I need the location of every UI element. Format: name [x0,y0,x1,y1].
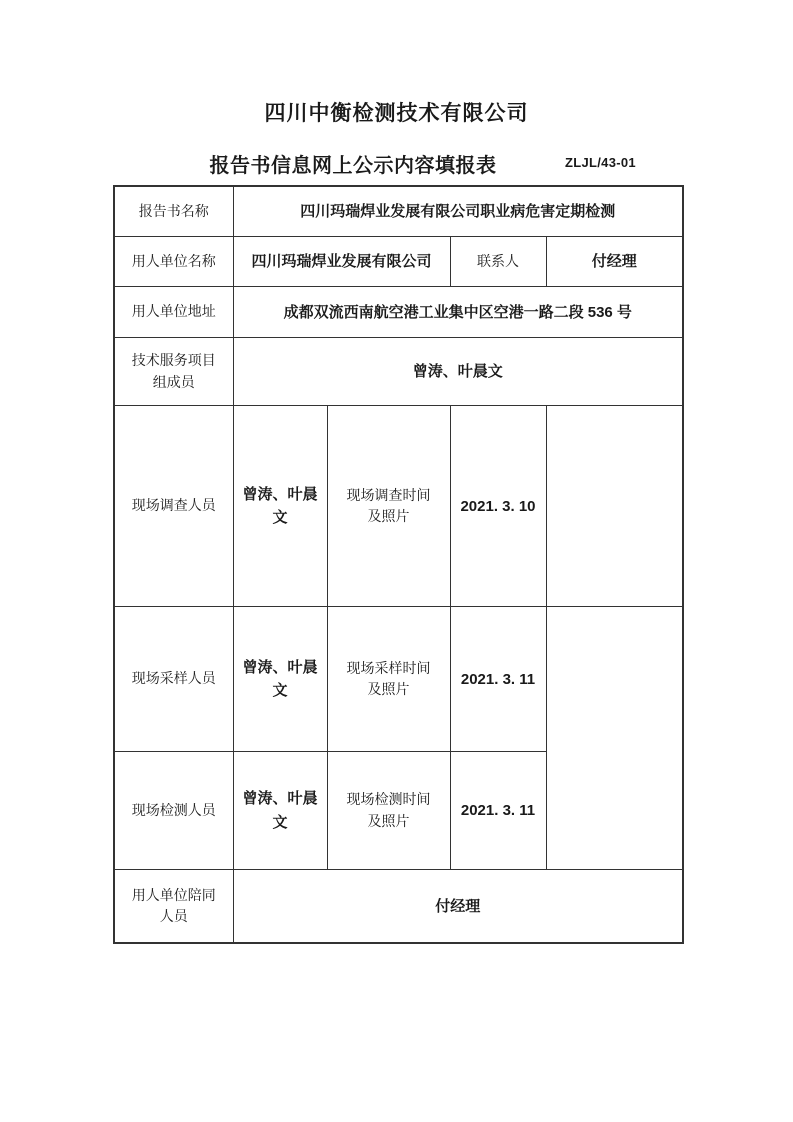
contact-value: 付经理 [546,237,683,287]
form-table [113,185,684,944]
employer-name-value: 四川玛瑞焊业发展有限公司 [233,237,450,287]
row-project-team [114,338,683,406]
site-survey-photo-cell [546,406,683,607]
site-detection-date: 2021. 3. 11 [450,752,546,870]
site-detection-label: 现场检测人员 [114,752,233,870]
site-survey-date: 2021. 3. 10 [450,406,546,607]
site-sampling-label: 现场采样人员 [114,607,233,752]
site-detection-time-label: 现场检测时间及照片 [327,752,450,870]
row-site-sampling [114,607,683,752]
row-employer-name [114,237,683,287]
site-survey-persons: 曾涛、叶晨文 [233,406,327,607]
site-sampling-detection-photo-cell [546,607,683,870]
form-title: 报告书信息网上公示内容填报表 [209,155,497,178]
row-accompanying [114,870,683,944]
employer-address-label: 用人单位地址 [114,287,233,338]
site-sampling-date: 2021. 3. 11 [450,607,546,752]
site-sampling-time-label: 现场采样时间及照片 [327,607,450,752]
employer-name-label: 用人单位名称 [114,237,233,287]
site-detection-persons: 曾涛、叶晨文 [233,752,327,870]
site-survey-time-label: 现场调查时间及照片 [327,406,450,607]
subtitle-row [0,149,793,176]
project-team-value: 曾涛、叶晨文 [233,338,683,406]
accompanying-value: 付经理 [233,870,683,944]
row-report-name [114,186,683,237]
row-site-survey [114,406,683,607]
row-employer-address [114,287,683,338]
company-title: 四川中衡检测技术有限公司 [264,102,529,125]
report-name-label: 报告书名称 [114,186,233,237]
site-survey-label: 现场调查人员 [114,406,233,607]
project-team-label: 技术服务项目组成员 [114,338,233,406]
accompanying-label: 用人单位陪同人员 [114,870,233,944]
site-sampling-persons: 曾涛、叶晨文 [233,607,327,752]
contact-label: 联系人 [450,237,546,287]
employer-address-value: 成都双流西南航空港工业集中区空港一路二段 536 号 [233,287,683,338]
form-code: ZLJL/43-01 [565,155,636,171]
report-name-value: 四川玛瑞焊业发展有限公司职业病危害定期检测 [233,186,683,237]
